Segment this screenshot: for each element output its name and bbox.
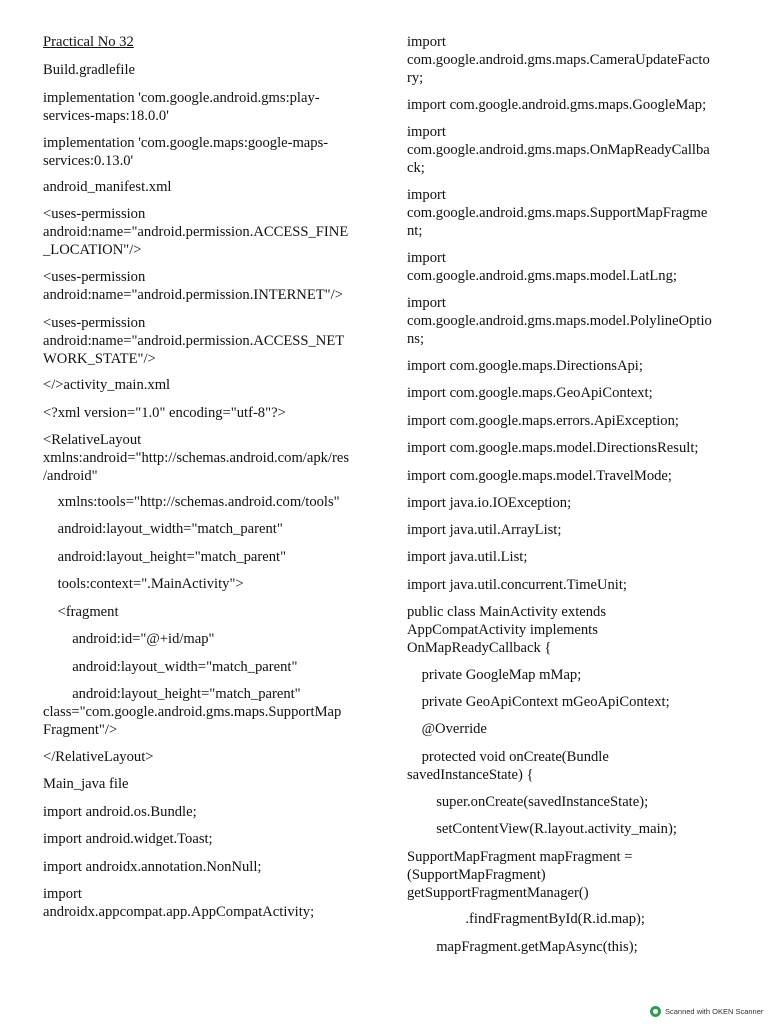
code-line: @Override [407,721,487,737]
code-line: import com.google.android.gms.maps.SupportMapFragme nt; [407,187,708,239]
code-line: import com.google.maps.model.TravelMode; [407,468,672,484]
code-line: tools:context=".MainActivity"> [43,576,244,592]
code-line: import com.google.android.gms.maps.model.PolylineOptio ns; [407,295,712,347]
code-line: import com.google.android.gms.maps.OnMapReadyCallba ck; [407,124,710,176]
code-line: <fragment [43,604,119,620]
oken-scanner-logo-icon [650,1006,661,1017]
code-line: import androidx.appcompat.app.AppCompatActivity; [43,886,315,920]
code-line: import com.google.maps.model.DirectionsResult; [407,440,699,456]
code-line: implementation 'com.google.maps:google-maps- services:0.13.0' [43,135,329,169]
code-line: xmlns:tools="http://schemas.android.com/tools" [43,494,340,510]
code-line: android:layout_width="match_parent" [43,521,283,537]
code-line: implementation 'com.google.android.gms:play- services-maps:18.0.0' [43,90,320,124]
code-line: public class MainActivity extends AppCompatActivity implements OnMapReadyCallback { [407,604,607,656]
code-line: super.onCreate(savedInstanceState); [407,794,649,810]
section-heading: Build.gradlefile [43,62,135,78]
code-line: .findFragmentById(R.id.map); [407,911,645,927]
practical-title: Practical No 32 [43,34,134,50]
code-line: <RelativeLayout xmlns:android="http://schemas.android.com/apk/res /android" [43,432,350,484]
code-line: mapFragment.getMapAsync(this); [407,939,638,955]
code-line: import com.google.maps.GeoApiContext; [407,385,653,401]
code-line: private GoogleMap mMap; [407,667,582,683]
code-line: android:layout_height="match_parent" [43,549,287,565]
section-heading: </>activity_main.xml [43,377,171,393]
code-line: import androidx.annotation.NonNull; [43,859,262,875]
code-line: SupportMapFragment mapFragment = (SupportMapFragment) getSupportFragmentManager() [407,849,633,901]
code-line: import com.google.android.gms.maps.CameraUpdateFacto ry; [407,34,710,86]
code-line: setContentView(R.layout.activity_main); [407,821,677,837]
code-line: import android.os.Bundle; [43,804,197,820]
code-line: import java.util.List; [407,549,528,565]
code-line: protected void onCreate(Bundle savedInstanceState) { [407,749,609,783]
code-line: <uses-permission android:name="android.permission.INTERNET"/> [43,269,343,303]
code-line: <uses-permission android:name="android.permission.ACCESS_FINE _LOCATION"/> [43,206,349,258]
code-line: import com.google.android.gms.maps.model.LatLng; [407,250,677,284]
code-line: <?xml version="1.0" encoding="utf-8"?> [43,405,286,421]
code-line: </RelativeLayout> [43,749,154,765]
code-line: import com.google.android.gms.maps.GoogleMap; [407,97,707,113]
code-line: <uses-permission android:name="android.permission.ACCESS_NET WORK_STATE"/> [43,315,345,367]
code-line: android:id="@+id/map" [43,631,215,647]
code-line: import java.util.ArrayList; [407,522,562,538]
scanner-text: Scanned with OKEN Scanner [665,1007,764,1016]
scanner-watermark [650,1006,763,1017]
code-line: private GeoApiContext mGeoApiContext; [407,694,670,710]
code-line: import com.google.maps.errors.ApiException; [407,413,679,429]
code-line: android:layout_height="match_parent" class="com.google.android.gms.maps.SupportMap Fragment"/> [43,686,342,738]
section-heading: android_manifest.xml [43,179,172,195]
code-line: import android.widget.Toast; [43,831,213,847]
code-line: android:layout_width="match_parent" [43,659,298,675]
code-line: import com.google.maps.DirectionsApi; [407,358,643,374]
section-heading: Main_java file [43,776,129,792]
code-line: import java.util.concurrent.TimeUnit; [407,577,627,593]
code-line: import java.io.IOException; [407,495,572,511]
